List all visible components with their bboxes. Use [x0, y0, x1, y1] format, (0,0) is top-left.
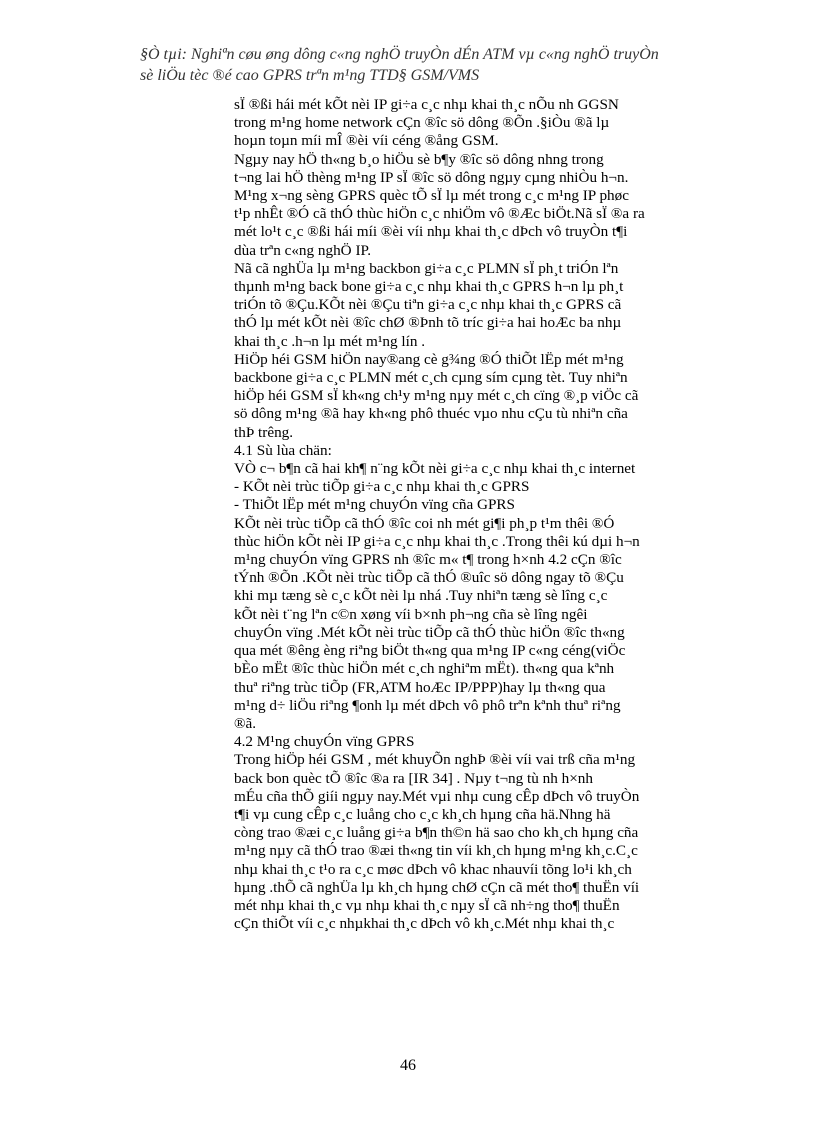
text-line: t¶i vµ cung cÊp c¸c luång cho c¸c kh¸ch hµng cña hä.Nhng hä [234, 805, 611, 823]
text-line: 4.2 M¹ng chuyÓn vïng GPRS [234, 733, 415, 751]
text-line: HiÖp héi GSM hiÖn nay®ang cè g¾ng ®Ó thiÕt lËp mét m¹ng [234, 350, 624, 368]
text-line: trong m¹ng home network cÇn ®îc sö dông ®Õn .§iÒu ®ã lµ [234, 114, 610, 132]
text-line: KÕt nèi trùc tiÕp cã thÓ ®îc coi nh mét gi¶i ph¸p t¹m thêi ®Ó [234, 514, 615, 532]
text-line: m¹ng chuyÓn vïng GPRS nh ®îc m« t¶ trong h×nh 4.2 cÇn ®îc [234, 551, 622, 569]
text-line: tÝnh ®Õn .KÕt nèi trùc tiÕp cã thÓ ®uîc sö dông ngay tõ ®Çu [234, 569, 624, 587]
text-line: còng trao ®æi c¸c luång gi÷a b¶n th©n hä sao cho kh¸ch hµng cña [234, 824, 639, 842]
text-line: t¬ng lai hÖ thèng m¹ng IP sÏ ®îc sö dông ngµy cµng nhiÒu h¬n. [234, 168, 629, 186]
text-line: mét nhµ khai th¸c vµ nhµ khai th¸c nµy sÏ cã nh÷ng tho¶ thuËn [234, 896, 620, 914]
text-line: hiÖp héi GSM sÏ kh«ng ch¹y m¹ng nµy mét c¸ch cïng ®¸p viÖc cã [234, 387, 639, 405]
header-line: §Ò tµi: Nghiªn cøu øng dông c«ng nghÖ truyÒn dÉn ATM vµ c«ng nghÖ truyÒn [140, 46, 659, 63]
body-text [234, 96, 720, 933]
text-line: backbone gi÷a c¸c PLMN mét c¸ch cµng sím cµng tèt. Tuy nhiªn [234, 369, 628, 387]
text-line: nhµ khai th¸c t¹o ra c¸c møc dÞch vô khac nhauvíi tõng lo¹i kh¸ch [234, 860, 632, 878]
page-number: 46 [400, 1057, 416, 1074]
text-line: mÉu cña thÕ giíi ngµy nay.Mét vµi nhµ cung cÊp dÞch vô truyÒn [234, 787, 640, 805]
text-line: M¹ng x¬ng sèng GPRS quèc tÕ sÏ lµ mét trong c¸c m¹ng IP phøc [234, 187, 629, 205]
text-line: mét lo¹t c¸c ®ßi hái míi ®èi víi nhµ khai th¸c dÞch vô truyÒn t¶i [234, 223, 628, 241]
text-line: sÏ ®ßi hái mét kÕt nèi IP gi÷a c¸c nhµ khai th¸c nÕu nh GGSN [234, 96, 619, 113]
running-header [140, 44, 740, 86]
text-line: 4.1 Sù lùa chän: [234, 441, 332, 459]
text-line: m¹ng d÷ liÖu riªng ¶onh lµ mét dÞch vô phô trªn kªnh thuª riªng [234, 696, 621, 714]
text-line: thùc hiÖn kÕt nèi IP gi÷a c¸c nhµ khai th¸c .Trong thêi kú dµi h¬n [234, 532, 640, 550]
text-line: - KÕt nèi trùc tiÕp gi÷a c¸c nhµ khai th¸c GPRS [234, 478, 530, 496]
text-line: triÓn tõ ®Çu.KÕt nèi ®Çu tiªn gi÷a c¸c nhµ khai th¸c GPRS cã [234, 296, 622, 314]
text-line: VÒ c¬ b¶n cã hai kh¶ n¨ng kÕt nèi gi÷a c¸c nhµ khai th¸c internet [234, 460, 636, 478]
text-line: Ngµy nay hÖ th«ng b¸o hiÖu sè b¶y ®îc sö dông nhng trong [234, 150, 604, 168]
text-line: qua mét ®êng èng riªng biÖt th«ng qua m¹ng IP c«ng céng(viÖc [234, 642, 626, 660]
text-line: thuª riªng trùc tiÕp (FR,ATM hoÆc IP/PPP)hay lµ th«ng qua [234, 678, 606, 696]
text-line: Trong hiÖp héi GSM , mét khuyÕn nghÞ ®èi víi vai trß cña m¹ng [234, 751, 636, 769]
text-line: kÕt nèi t¨ng lªn c©n xøng víi b×nh ph¬ng cña sè lîng ngêi [234, 605, 588, 623]
text-line: back bon quèc tÕ ®îc ®a ra [IR 34] . Nµy t¬ng tù nh h×nh [234, 769, 593, 787]
text-line: thÓ lµ mét kÕt nèi ®îc chØ ®Þnh tõ tríc gi÷a hai hoÆc ba nhµ [234, 314, 622, 332]
text-line: - ThiÕt lËp mét m¹ng chuyÓn vïng cña GPRS [234, 496, 516, 514]
text-line: ®ã. [234, 714, 257, 732]
text-line: bÈo mËt ®îc thùc hiÖn mét c¸ch nghiªm mËt). th«ng qua kªnh [234, 660, 615, 678]
text-line: m¹ng nµy cã thÓ trao ®æi th«ng tin víi kh¸ch hµng m¹ng kh¸c.C¸c [234, 842, 638, 860]
text-line: t¹p nhÊt ®Ó cã thÓ thùc hiÖn c¸c nhiÖm vô ®Æc biÖt.Nã sÏ ®a ra [234, 205, 645, 223]
text-line: chuyÓn vïng .Mét kÕt nèi trùc tiÕp cã thÓ thùc hiÖn ®îc th«ng [234, 623, 625, 641]
header-line: sè liÖu tèc ®é cao GPRS trªn m¹ng TTD§ GSM/VMS [140, 67, 480, 84]
text-line: khai th¸c .h¬n lµ mét m¹ng lín . [234, 332, 426, 350]
text-line: hoµn toµn míi mÎ ®èi víi céng ®ång GSM. [234, 132, 499, 150]
text-line: sö dông m¹ng ®ã hay kh«ng phô thuéc vµo nhu cÇu tù nhiªn cña [234, 405, 628, 423]
text-line: cÇn thiÕt víi c¸c nhµkhai th¸c dÞch vô kh¸c.Mét nhµ khai th¸c [234, 915, 615, 933]
text-line: dùa trªn c«ng nghÖ IP. [234, 241, 372, 259]
text-line: khi mµ tæng sè c¸c kÕt nèi lµ nhá .Tuy nhiªn tæng sè lîng c¸c [234, 587, 608, 605]
text-line: Nã cã nghÜa lµ m¹ng backbon gi÷a c¸c PLMN sÏ ph¸t triÓn lªn [234, 259, 619, 277]
text-line: hµng .thÕ cã nghÜa lµ kh¸ch hµng chØ cÇn cã mét tho¶ thuËn víi [234, 878, 640, 896]
text-line: thµnh m¹ng back bone gi÷a c¸c nhµ khai th¸c GPRS h¬n lµ ph¸t [234, 278, 624, 296]
text-line: thÞ trêng. [234, 423, 294, 441]
